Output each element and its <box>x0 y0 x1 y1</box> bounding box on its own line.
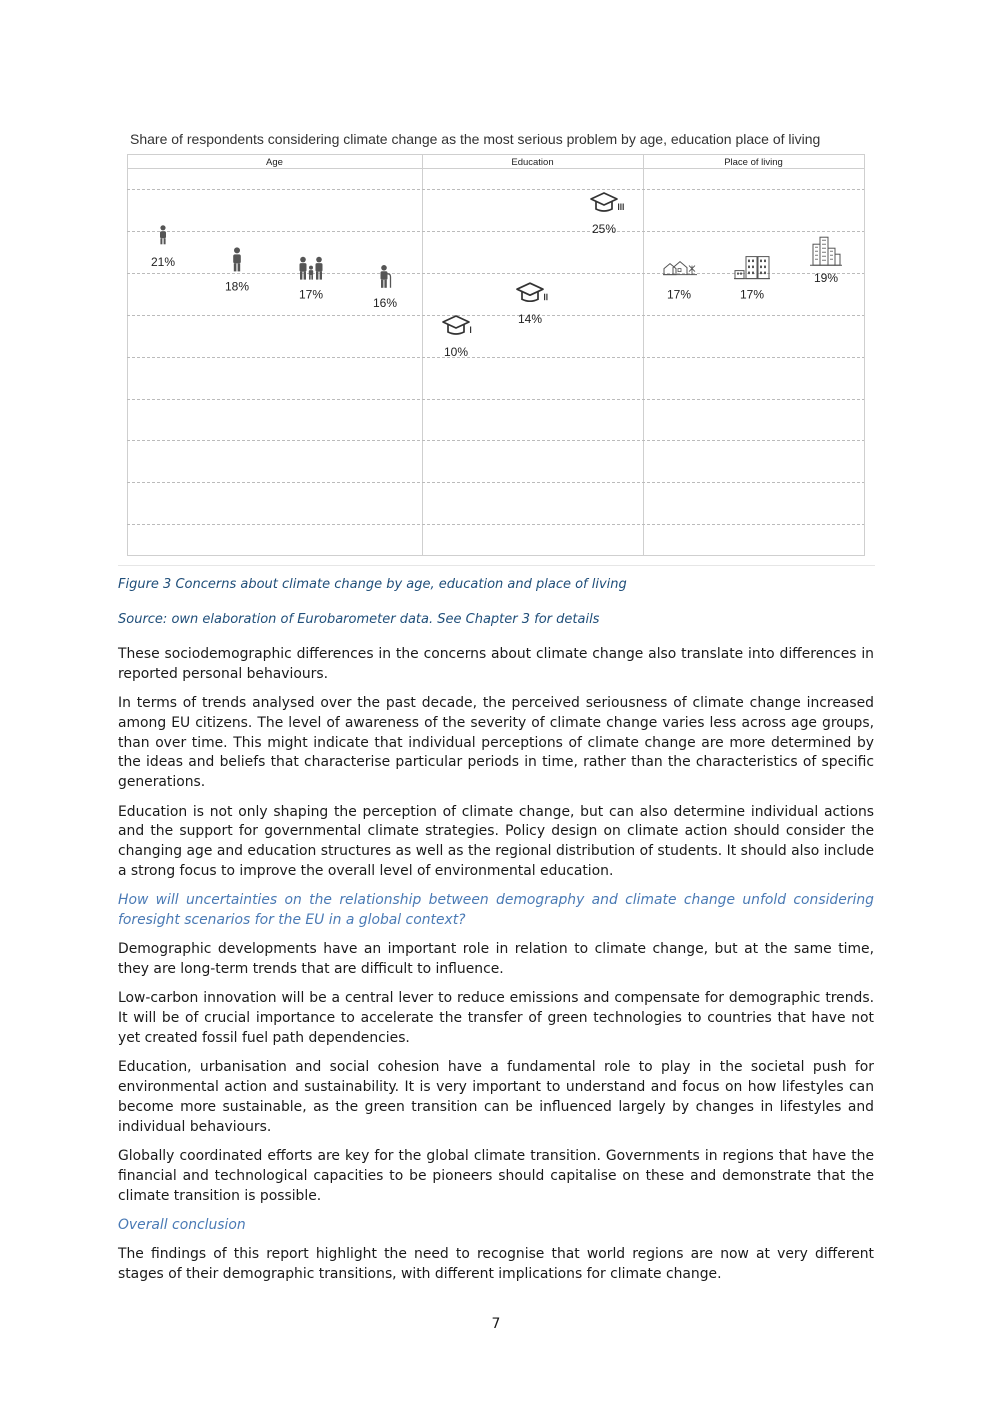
data-label: 17% <box>739 287 765 302</box>
data-label: 16% <box>372 295 398 310</box>
paragraph: Demographic developments have an important role in relation to climate change, but at the same time, they are long-term trends that are difficult to influence. <box>118 941 874 978</box>
elderly-icon <box>381 265 391 288</box>
paragraph: Low-carbon innovation will be a central lever to reduce emissions and compensate for demographic trends. It will be of crucial importance to accelerate the transfer of green technologies to countries that have not yet created fossil fuel path dependencies. <box>118 990 874 1047</box>
data-label: 21% <box>150 254 176 269</box>
paragraph: Globally coordinated efforts are key for the global climate transition. Governments in regions that have the financial and technological capacities to be pioneers should capitalise on these and demonstrate that the climate transition is possible. <box>118 1148 874 1204</box>
city-icon <box>810 237 842 265</box>
paragraph: Education, urbanisation and social cohesion have a fundamental role to play in the societal push for environmental action and sustainability. It is very important to understand and focus on how lifestyles can become more sustainable, as the green transition can be influenced largely by changes in lifestyles and individual behaviours. <box>118 1059 874 1135</box>
panel-header-0: Age <box>266 157 283 168</box>
paragraph: The findings of this report highlight the need to recognise that world regions are now at very different stages of their demographic transitions, with different implications for climate change. <box>118 1246 874 1283</box>
data-label: 17% <box>666 287 692 302</box>
section-heading: Overall conclusion <box>118 1216 246 1233</box>
data-label: 17% <box>298 287 324 302</box>
data-label: 19% <box>813 271 839 286</box>
paragraph: These sociodemographic differences in the concerns about climate change also translate into differences in reported personal behaviours. <box>118 646 874 682</box>
data-label: 14% <box>517 312 543 327</box>
rural-house-icon <box>663 262 697 275</box>
chart-frame <box>128 155 865 556</box>
graduation-cap-level-1-icon <box>443 316 471 334</box>
graduation-cap-level-2-icon <box>517 283 548 301</box>
chart-title: Share of respondents considering climate change as the most serious problem by age, education place of living <box>130 131 821 147</box>
town-icon <box>734 257 770 279</box>
figure-source: Source: own elaboration of Eurobarometer data. See Chapter 3 for details <box>118 612 600 627</box>
panel-header-1: Education <box>511 157 554 168</box>
data-label: 18% <box>224 279 250 294</box>
caption-divider <box>118 565 875 566</box>
child-icon <box>160 225 166 244</box>
body-text <box>118 645 874 1294</box>
section-question: How will uncertainties on the relationship between demography and climate change unfold considering foresight scenarios for the EU in a global context? <box>118 892 874 929</box>
paragraph: In terms of trends analysed over the past decade, the perceived seriousness of climate change increased among EU citizens. The level of awareness of the severity of climate change varies less across age groups, than over time. This might indicate that individual perceptions of climate change are more determined by the ideas and beliefs that characterise particular periods in time, rather than the characteristics of specific generations. <box>118 695 874 791</box>
paragraph: Education is not only shaping the perception of climate change, but can also determine individual actions and the support for governmental climate strategies. Policy design on climate action should consider the changing age and education structures as well as the regional distribution of students. It should also include a strong focus to improve the overall level of environmental education. <box>118 803 874 879</box>
page-number: 7 <box>491 1316 501 1332</box>
panel-header-2: Place of living <box>724 157 783 168</box>
data-label: 10% <box>443 345 469 359</box>
adult-icon <box>233 247 241 271</box>
graduation-cap-level-3-icon <box>591 193 624 211</box>
data-label: 25% <box>591 222 617 236</box>
family-icon <box>300 257 323 280</box>
climate-concern-chart <box>0 0 992 570</box>
figure-caption: Figure 3 Concerns about climate change by age, education and place of living <box>118 577 627 592</box>
